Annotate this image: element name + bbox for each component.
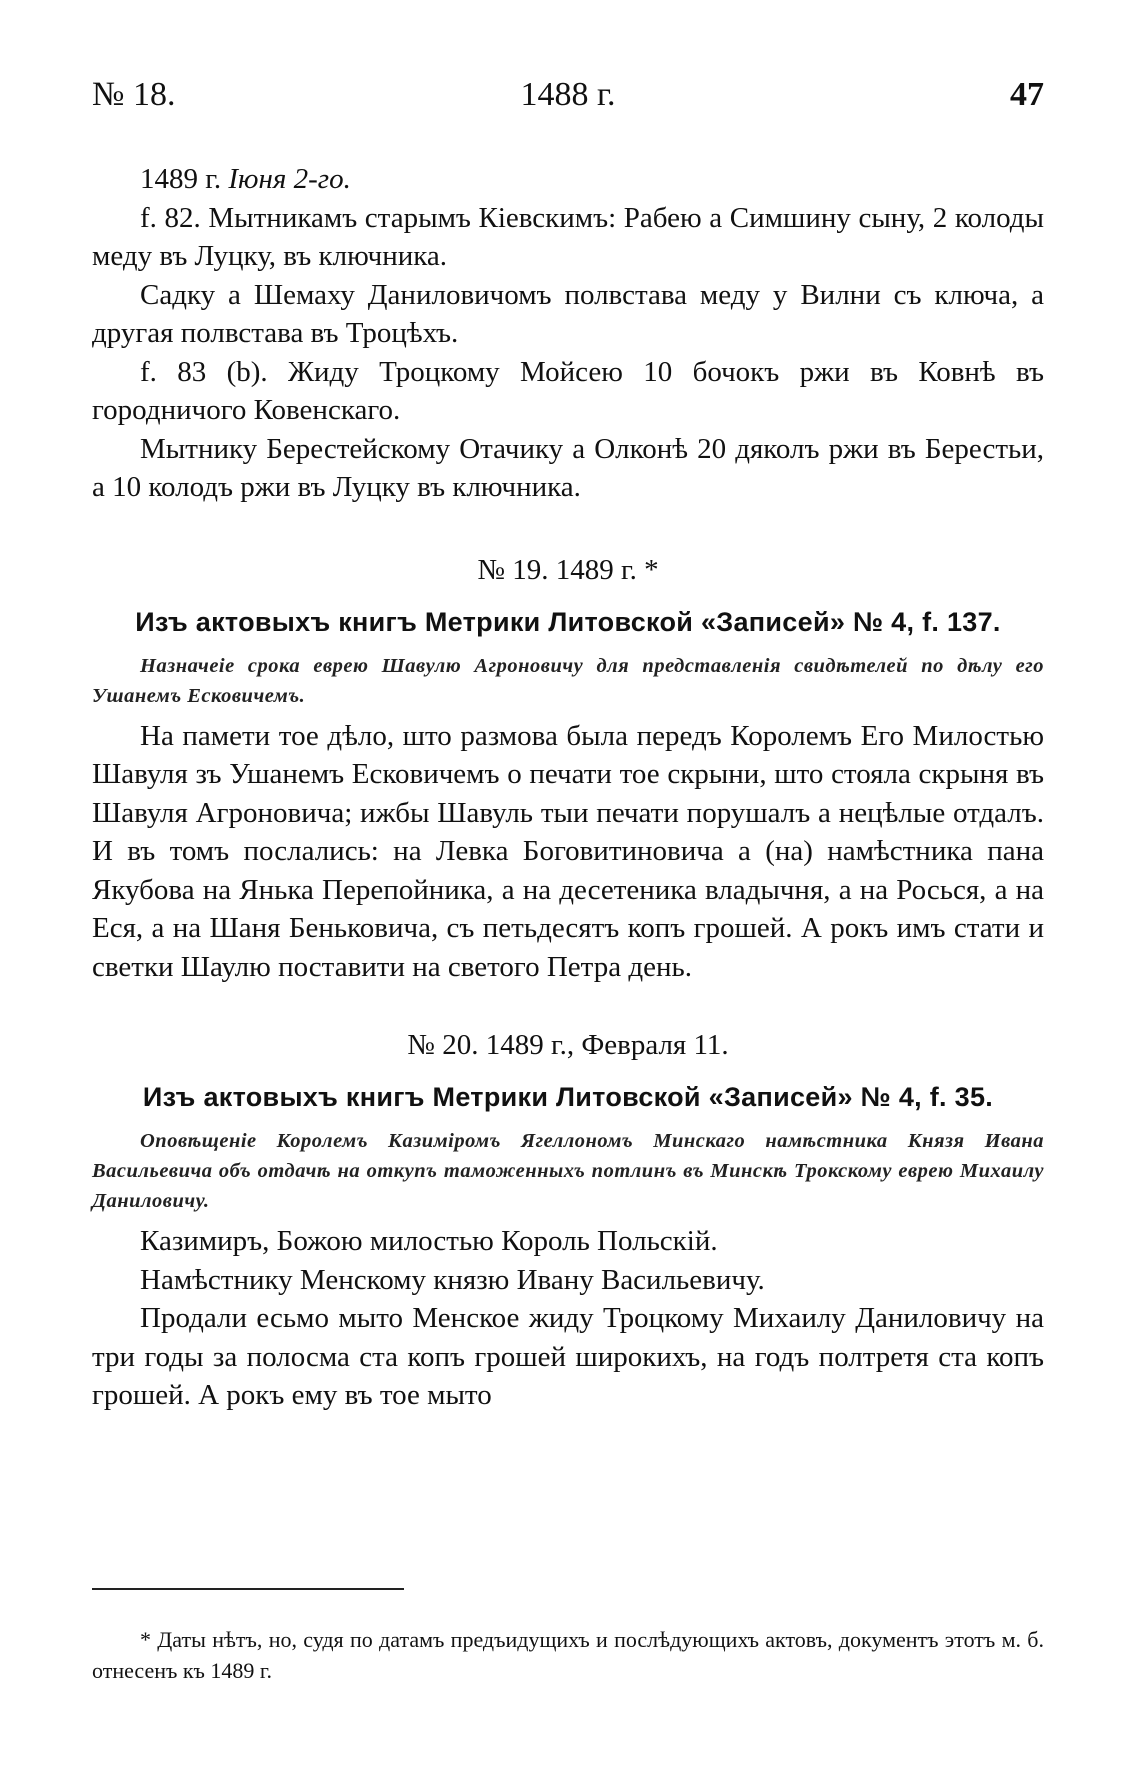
document-number: № 18. (92, 76, 176, 113)
entry19-source: Изъ актовыхъ книгъ Метрики Литовской «Записей» № 4, f. 137. (135, 606, 1001, 637)
entry18-paragraph: f. 83 (b). Жиду Троцкому Мойсею 10 бочокъ ржи въ Ковнѣ въ городничого Ковенскаго. (92, 355, 1044, 426)
entry20-paragraph: Казимиръ, Божою милостью Король Польскій. (140, 1225, 718, 1257)
entry18-paragraph: Мытнику Берестейскому Отачику а Олконѣ 20 дяколъ ржи въ Берестьи, а 10 колодъ ржи въ Луцку въ ключника. (92, 432, 1044, 503)
entry20-summary: Оповѣщеніе Королемъ Казиміромъ Ягеллономъ Минскаго намѣстника Князя Ивана Васильевича объ отдачѣ на откупъ таможенныхъ потлинъ въ Минскѣ Трокскому еврею Михаилу Даниловичу. (92, 1130, 1044, 1212)
entry19-text: На памети тое дѣло, што размова была передъ Королемъ Его Милостью Шавуля зъ Ушанемъ Есковичемъ о печати тое скрыни, што стояла скрыня въ Шавуля Агроновича; ижбы Шавуль тыи печати порушалъ а нецѣлые отдалъ. И въ томъ послались: на Левка Боговитиновича а (на) намѣстника пана Якубова на Янька Перепойника, а на десетеника владычня, а на Росься, а на Еся, а на Шаня Беньковича, съ петьдесятъ копъ грошей. А рокъ имъ стати и светки Шаулю поставити на светого Петра день. (92, 719, 1044, 983)
entry18-paragraph: f. 82. Мытникамъ старымъ Кіевскимъ: Рабею а Симшину сыну, 2 колоды меду въ Луцку, въ ключника. (92, 201, 1044, 272)
header-year: 1488 г. (520, 76, 616, 113)
entry20-paragraph: Продали есьмо мыто Менское жиду Троцкому Михаилу Даниловичу на три годы за полосма ста копъ грошей широкихъ, на годъ полтретя ста копъ грошей. А рокъ ему въ тое мыто (92, 1302, 1044, 1411)
footnote-divider (92, 1588, 404, 1590)
entry18-date-year: 1489 г. (140, 163, 222, 195)
page-body (92, 160, 1044, 1415)
entry18-paragraph: Садку а Шемаху Даниловичомъ полвстава меду у Вилни съ ключа, а другая полвстава въ Троцѣхъ. (92, 278, 1044, 349)
entry18-date-day: Іюня 2-го. (228, 163, 351, 195)
page-header (92, 76, 1044, 126)
entry20-source: Изъ актовыхъ книгъ Метрики Литовской «Записей» № 4, f. 35. (142, 1082, 994, 1112)
footnote: * Даты нѣтъ, но, судя по датамъ предъидущихъ и послѣдующихъ актовъ, документъ этотъ м. б. отнесенъ къ 1489 г. (92, 1627, 1044, 1683)
page-number: 47 (1010, 76, 1044, 113)
entry20-heading: № 20. 1489 г., Февраля 11. (407, 1029, 729, 1061)
entry19-heading: № 19. 1489 г. * (477, 553, 659, 586)
entry19-summary: Назначеіе срока еврею Шавулю Агроновичу для представленія свидѣтелей по дѣлу его Ушанемъ Есковичемъ. (92, 654, 1044, 707)
entry18-date (92, 160, 1044, 199)
entry20-paragraph: Намѣстнику Менскому князю Ивану Васильевичу. (140, 1263, 765, 1296)
